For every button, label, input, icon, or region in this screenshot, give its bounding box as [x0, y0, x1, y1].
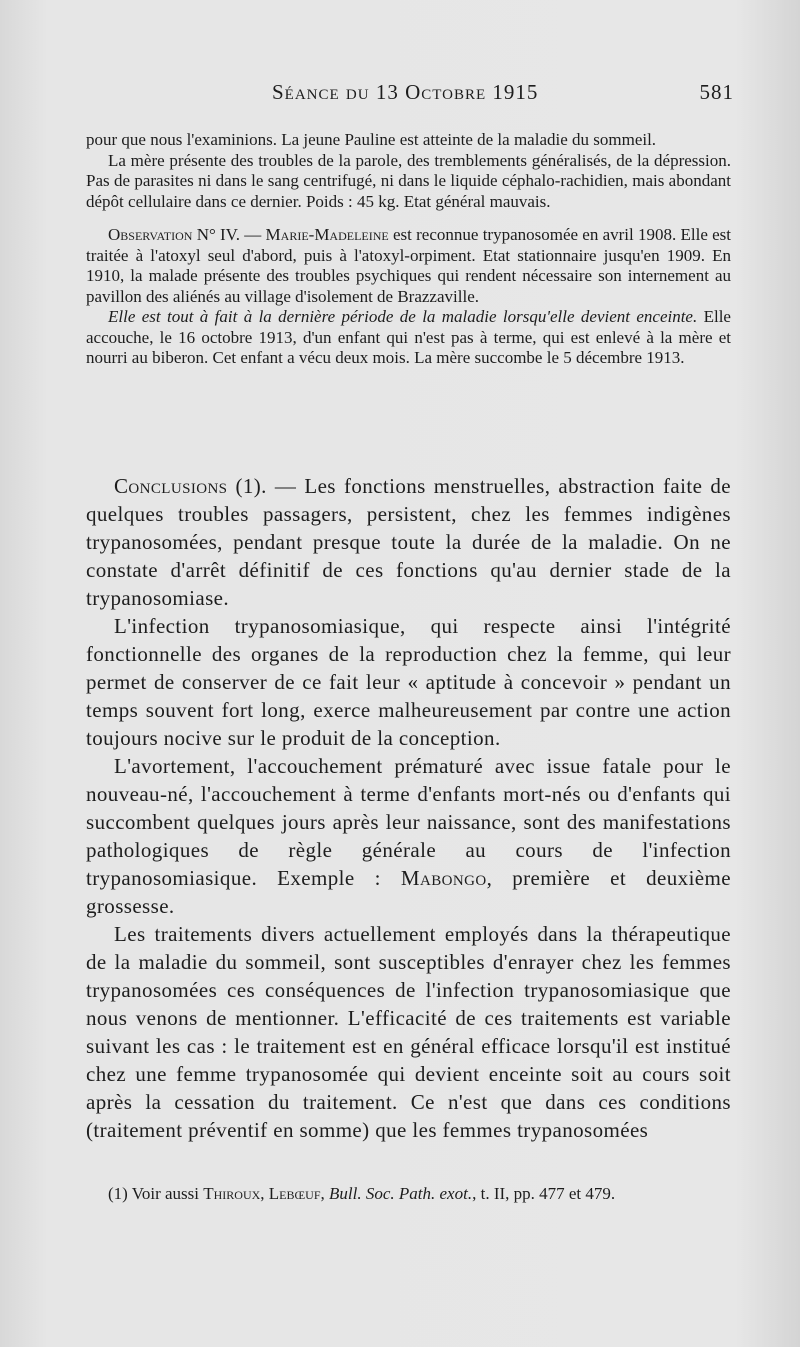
paragraph: [86, 752, 731, 920]
paragraph-body: L'avortement, l'accouchement prématuré avec issue fatale pour le nouveau-né, l'accouchement à terme d'enfants mort-nés ou d'enfants qui succombent quelques jours après leur naissance, sont des manifestations pathologiques de règle générale au cours de l'infection trypanosomiasique. Exemple :: [86, 754, 731, 890]
paragraph-end: , première et deuxième grossesse.: [86, 866, 731, 918]
observation-text: [86, 130, 731, 369]
footnote-mark: (1) Voir aussi: [108, 1184, 204, 1203]
paragraph-body: Les fonctions menstruelles, abstraction faite de quelques troubles passagers, persistent, chez les femmes indigènes trypanosomées, pendant presque toute la durée de la maladie. On ne constate d'arrêt définitif de ces fonctions qu'au dernier stade de la trypanosomiase.: [86, 474, 731, 610]
paragraph-rest: Elle accouche, le 16 octobre 1913, d'un enfant qui n'est pas à terme, qui est enlevé à la mère et nourri au biberon. Cet enfant a vécu deux mois. La mère succombe le 5 décembre 1913.: [86, 307, 731, 367]
observation-body: est reconnue trypanosomée en avril 1908. Elle est traitée à l'atoxyl seul d'abord, puis à l'atoxyl-orpiment. Etat stationnaire jusqu'en 1909. En 1910, la malade présente des troubles psychiques qui rendent nécessaire son internement au pavillon des aliénés au village d'isolement de Brazzaville.: [86, 225, 732, 306]
observation-label: Observation N° IV.: [108, 225, 241, 244]
dash: —: [240, 225, 266, 244]
paragraph: pour que nous l'examinions. La jeune Pauline est atteinte de la maladie du sommeil.: [86, 130, 657, 149]
patient-name: Marie-Madeleine: [265, 225, 389, 244]
page-number: 581: [699, 80, 734, 104]
footnote-rest: , t. II, pp. 477 et 479.: [472, 1184, 616, 1203]
footnote-journal: Bull. Soc. Path. exot.: [329, 1184, 473, 1203]
footnote-authors: Thiroux, Lebœuf,: [203, 1184, 325, 1203]
italic-emphasis: Elle est tout à fait à la dernière période de la maladie lorsqu'elle devient enceinte.: [108, 307, 698, 326]
observation-paragraph: [86, 225, 731, 307]
conclusions-label: Conclusions: [114, 474, 228, 498]
header-title: Séance du 13 Octobre 1915: [272, 80, 539, 104]
footnote: [108, 1183, 748, 1205]
running-header: [0, 80, 800, 110]
paragraph: L'infection trypanosomiasique, qui respecte ainsi l'intégrité fonctionnelle des organes de la reproduction chez la femme, qui leur permet de conserver de ce fait leur « aptitude à concevoir » pendant un temps souvent fort long, exerce malheureusement par contre une action toujours nocive sur le produit de la conception.: [86, 614, 731, 750]
paragraph: La mère présente des troubles de la parole, des tremblements généralisés, de la dépression. Pas de parasites ni dans le sang centrifugé, ni dans le liquide céphalo-rachidien, mais abondant dépôt cellulaire dans ce dernier. Poids : 45 kg. Etat général mauvais.: [86, 150, 731, 211]
conclusions-paragraph: [86, 472, 731, 612]
conclusions-text: [86, 472, 731, 1144]
patient-name: Mabongo: [400, 866, 487, 890]
paragraph: [86, 307, 731, 369]
paragraph: Les traitements divers actuellement employés dans la thérapeutique de la maladie du sommeil, sont susceptibles d'enrayer chez les femmes trypanosomées ces conséquences de l'infection trypanosomiasique que nous venons de mentionner. L'efficacité de ces traitements est variable suivant les cas : le traitement est en général efficace lorsqu'il est institué chez une femme trypanosomée qui devient enceinte soit au cours soit après la cessation du traitement. Ce n'est que dans ces conditions (traitement préventif en somme) que les femmes trypanosomées: [86, 922, 731, 1142]
footnote-ref: (1). —: [227, 474, 305, 498]
